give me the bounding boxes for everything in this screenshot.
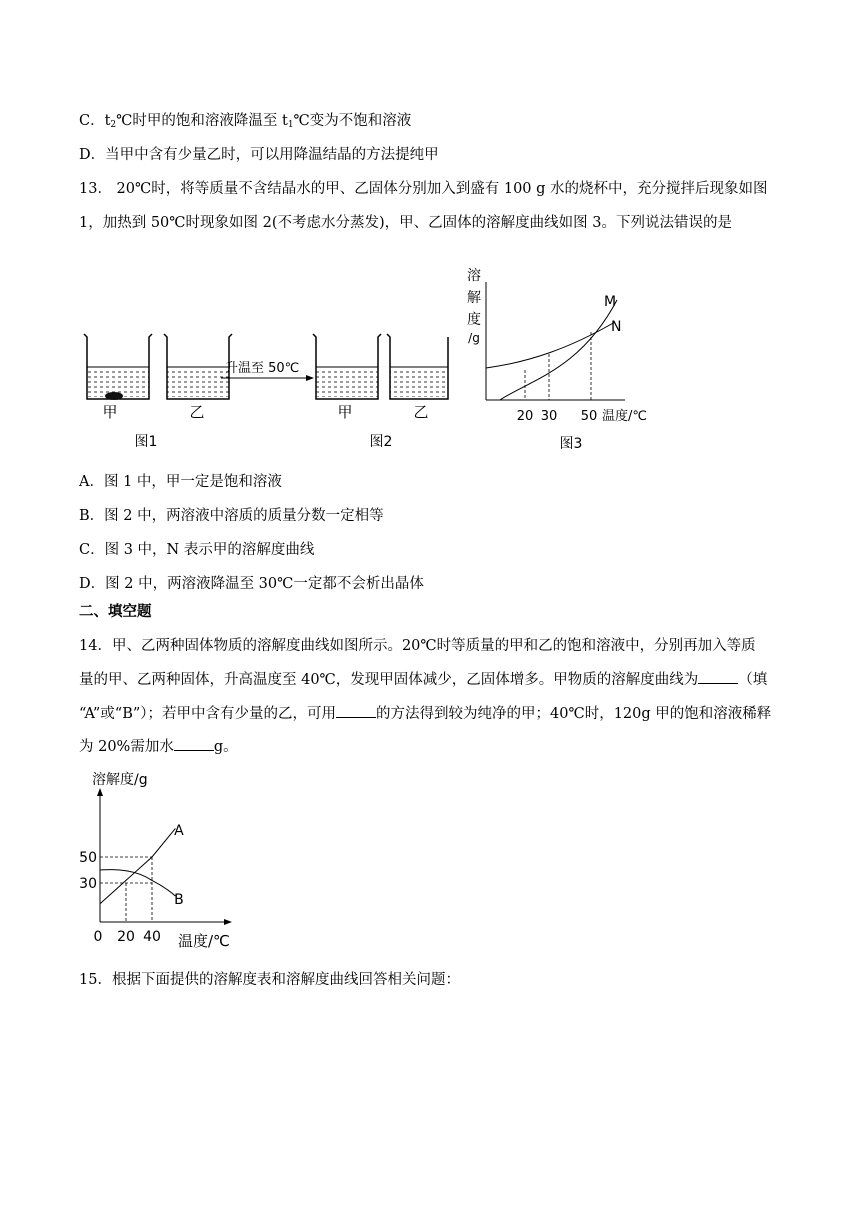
fig3-xlabel: 温度/℃ [602, 409, 647, 424]
fig3-ylabel-2: 解 [467, 290, 481, 306]
fig1-beaker-yi [164, 334, 232, 399]
answer-blank-2[interactable] [336, 717, 376, 718]
fig2-label-yi: 乙 [413, 403, 429, 421]
fig3-tick-50: 50 [580, 409, 598, 424]
solid-deposit [105, 392, 123, 400]
q14-line4-tail: g。 [213, 739, 238, 755]
fig2-caption: 图2 [369, 434, 393, 450]
q12-option-c-pre: C．t [79, 113, 111, 129]
fig3-ylabel-3: 度 [467, 312, 481, 328]
q13-stem-line2: 1，加热到 50℃时现象如图 2(不考虑水分蒸发)，甲、乙固体的溶解度曲线如图 3。下列说法错误的是 [79, 215, 732, 231]
solubility-chart [79, 764, 248, 954]
y-tick-50: 50 [79, 850, 97, 866]
x-tick-0: 0 [93, 929, 103, 945]
series-a-line [100, 828, 175, 903]
q12-option-c-sub2: 1 [287, 120, 294, 130]
fig1-label-yi: 乙 [189, 403, 205, 421]
q14-stem-line4 [79, 737, 238, 757]
y-tick-30: 30 [79, 876, 97, 892]
q12-option-c-post: ℃变为不饱和溶液 [293, 113, 412, 129]
q14-stem-line1: 14．甲、乙两种固体物质的溶解度曲线如图所示。20℃时等质量的甲和乙的饱和溶液中，分别再加入等质 [79, 638, 756, 654]
q13-stem-line1: 13． 20℃时，将等质量不含结晶水的甲、乙固体分别加入到盛有 100 g 水的烧杯中，充分搅拌后现象如图 [79, 181, 768, 197]
fig3-label-n: N [611, 319, 622, 335]
x-tick-40: 40 [143, 929, 161, 945]
fig1-caption: 图1 [134, 434, 158, 450]
fig3-curve-n [486, 322, 615, 368]
q13-figures-1-2 [70, 320, 450, 460]
fig3-ylabel-4: /g [468, 331, 480, 345]
answer-blank-3[interactable] [174, 750, 214, 751]
fig3-ylabel-1: 溶 [467, 268, 481, 284]
fig2-label-jia: 甲 [337, 403, 353, 421]
fig3-curve-m [500, 300, 617, 400]
fig3-caption: 图3 [559, 436, 583, 452]
fig3-tick-30: 30 [540, 409, 558, 424]
q12-option-c [79, 111, 411, 135]
fig2-beaker-yi [387, 334, 448, 399]
section-heading: 二、填空题 [79, 603, 152, 620]
fig3-tick-20: 20 [516, 409, 534, 424]
chart-ylabel: 溶解度/g [92, 772, 148, 788]
fig1-label-jia: 甲 [102, 403, 118, 421]
x-tick-20: 20 [117, 929, 135, 945]
answer-blank-1[interactable] [698, 683, 738, 684]
fig1-beaker-jia [84, 334, 152, 400]
q13-option-b: B．图 2 中，两溶液中溶质的质量分数一定相等 [79, 508, 384, 524]
fig3-label-m: M [604, 294, 617, 310]
q14-stem-line3 [79, 704, 771, 724]
series-a-label: A [174, 822, 184, 839]
chart-xlabel: 温度/℃ [178, 932, 230, 950]
q14-stem-line2 [79, 670, 767, 690]
fig2-beaker-jia [313, 334, 381, 399]
q12-option-c-mid: ℃时甲的饱和溶液降温至 t [116, 113, 288, 129]
q14-line4-text: 为 20%需加水 [79, 739, 174, 755]
q14-line3-tail: 的方法得到较为纯净的甲；40℃时，120g 甲的饱和溶液稀释 [376, 706, 772, 722]
q13-figure-3 [460, 260, 660, 455]
q13-option-c: C．图 3 中，N 表示甲的溶解度曲线 [79, 542, 315, 558]
q12-option-c-sub1: 2 [110, 120, 117, 130]
q14-line2-text: 量的甲、乙两种固体，升高温度至 40℃，发现甲固体减少，乙固体增多。甲物质的溶解度曲线为 [79, 672, 699, 688]
q13-option-a: A．图 1 中，甲一定是饱和溶液 [79, 474, 282, 490]
chart-y-arrow-icon [97, 788, 103, 796]
q14-line3-text: “A”或“B”）；若甲中含有少量的乙，可用 [79, 706, 337, 722]
chart-x-arrow-icon [224, 919, 232, 925]
q12-option-d: D．当甲中含有少量乙时，可以用降温结晶的方法提纯甲 [79, 147, 439, 163]
q15-stem: 15．根据下面提供的溶解度表和溶解度曲线回答相关问题： [79, 972, 460, 988]
arrow-label: 升温至 50℃ [225, 361, 300, 376]
q14-line2-tail: （填 [738, 672, 768, 688]
series-b-label: B [174, 891, 184, 908]
q13-option-d: D．图 2 中，两溶液降温至 30℃一定都不会析出晶体 [79, 576, 424, 592]
